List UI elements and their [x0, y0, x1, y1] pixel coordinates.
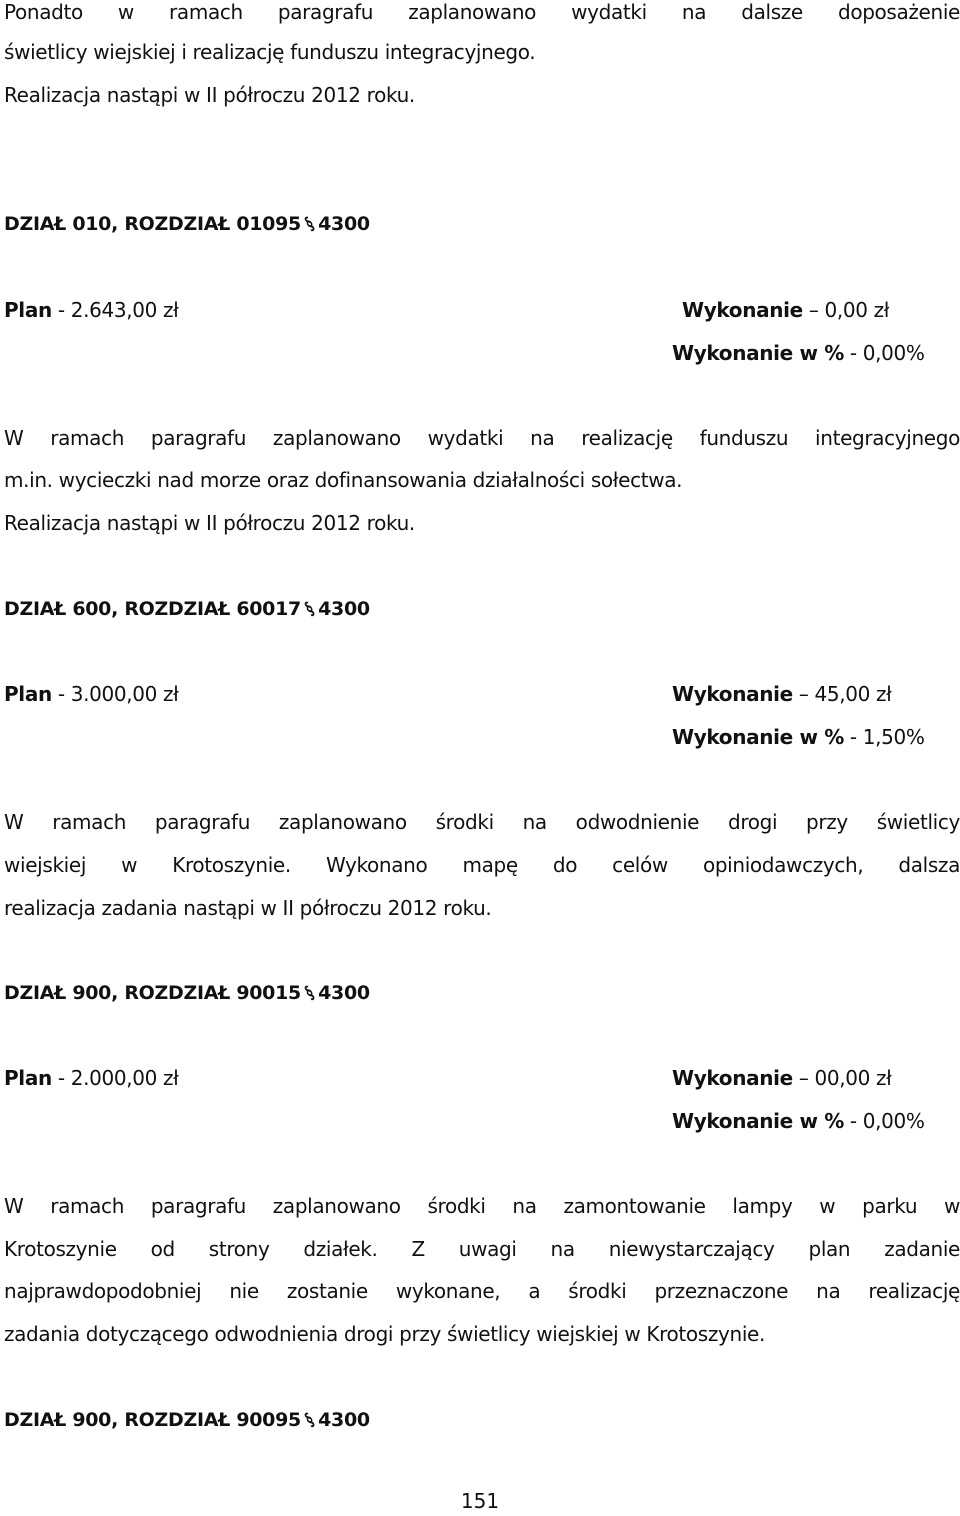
section-2-execution-percent — [672, 722, 925, 752]
intro-line-1: Ponadto w ramach paragrafu zaplanowano wydatki na dalsze doposażenie — [4, 0, 960, 24]
section-3-heading-prefix: DZIAŁ 900, ROZDZIAŁ 90015 — [4, 982, 301, 1004]
section-2-execution-percent-value: - 1,50% — [843, 725, 925, 749]
section-1-execution-label: Wykonanie — [682, 298, 803, 322]
section-2-heading-prefix: DZIAŁ 600, ROZDZIAŁ 60017 — [4, 598, 301, 620]
section-2-plan-value: - 3.000,00 zł — [51, 682, 179, 706]
intro-line-3: Realizacja nastąpi w II półroczu 2012 roku. — [4, 83, 415, 107]
page-number: 151 — [460, 1489, 500, 1513]
section-3-execution-percent — [672, 1106, 925, 1136]
section-3-line-1: W ramach paragrafu zaplanowano środki na zamontowanie lampy w parku w — [4, 1194, 960, 1218]
section-1-plan-label: Plan — [4, 298, 52, 322]
section-2-line-1: W ramach paragrafu zaplanowano środki na odwodnienie drogi przy świetlicy — [4, 810, 960, 834]
section-1-heading-prefix: DZIAŁ 010, ROZDZIAŁ 01095 — [4, 213, 301, 235]
section-2-execution — [672, 679, 892, 709]
section-1-execution-percent — [672, 338, 925, 368]
section-2-execution-label: Wykonanie — [672, 682, 793, 706]
section-1-line-3: Realizacja nastąpi w II półroczu 2012 roku. — [4, 511, 415, 535]
section-3-plan — [4, 1063, 179, 1093]
section-3-line-4: zadania dotyczącego odwodnienia drogi przy świetlicy wiejskiej w Krotoszynie. — [4, 1322, 765, 1346]
intro-line-2: świetlicy wiejskiej i realizację funduszu integracyjnego. — [4, 40, 536, 64]
section-1-heading — [4, 209, 370, 239]
section-2-heading — [4, 594, 370, 624]
section-3-execution-label: Wykonanie — [672, 1066, 793, 1090]
section-3-execution-percent-value: - 0,00% — [843, 1109, 925, 1133]
section-4-paragraph-sign: § — [301, 1409, 318, 1431]
section-3-heading — [4, 978, 370, 1008]
section-4-heading-prefix: DZIAŁ 900, ROZDZIAŁ 90095 — [4, 1409, 301, 1431]
section-1-line-1: W ramach paragrafu zaplanowano wydatki na realizację funduszu integracyjnego — [4, 426, 960, 450]
section-2-execution-percent-label: Wykonanie w % — [672, 725, 844, 749]
section-3-execution-percent-label: Wykonanie w % — [672, 1109, 844, 1133]
section-2-heading-code: 4300 — [318, 598, 370, 620]
section-1-heading-code: 4300 — [318, 213, 370, 235]
section-4-heading-code: 4300 — [318, 1409, 370, 1431]
section-3-plan-value: - 2.000,00 zł — [51, 1066, 179, 1090]
section-3-line-3: najprawdopodobniej nie zostanie wykonane, a środki przeznaczone na realizację — [4, 1279, 960, 1303]
section-2-plan — [4, 679, 179, 709]
section-2-plan-label: Plan — [4, 682, 52, 706]
section-1-execution-percent-label: Wykonanie w % — [672, 341, 844, 365]
section-1-line-2: m.in. wycieczki nad morze oraz dofinansowania działalności sołectwa. — [4, 468, 683, 492]
section-3-execution-value: – 00,00 zł — [792, 1066, 892, 1090]
section-3-line-2: Krotoszynie od strony działek. Z uwagi na niewystarczający plan zadanie — [4, 1237, 960, 1261]
section-3-paragraph-sign: § — [301, 982, 318, 1004]
section-1-execution-value: – 0,00 zł — [802, 298, 890, 322]
section-1-execution-percent-value: - 0,00% — [843, 341, 925, 365]
section-2-line-2: wiejskiej w Krotoszynie. Wykonano mapę do celów opiniodawczych, dalsza — [4, 853, 960, 877]
section-1-plan — [4, 295, 179, 325]
section-2-line-3: realizacja zadania nastąpi w II półroczu 2012 roku. — [4, 896, 492, 920]
section-1-paragraph-sign: § — [301, 213, 318, 235]
section-2-paragraph-sign: § — [301, 598, 318, 620]
section-3-plan-label: Plan — [4, 1066, 52, 1090]
section-3-execution — [672, 1063, 892, 1093]
section-3-heading-code: 4300 — [318, 982, 370, 1004]
section-1-execution — [682, 295, 889, 325]
section-4-heading — [4, 1405, 370, 1435]
section-1-plan-value: - 2.643,00 zł — [51, 298, 179, 322]
section-2-execution-value: – 45,00 zł — [792, 682, 892, 706]
